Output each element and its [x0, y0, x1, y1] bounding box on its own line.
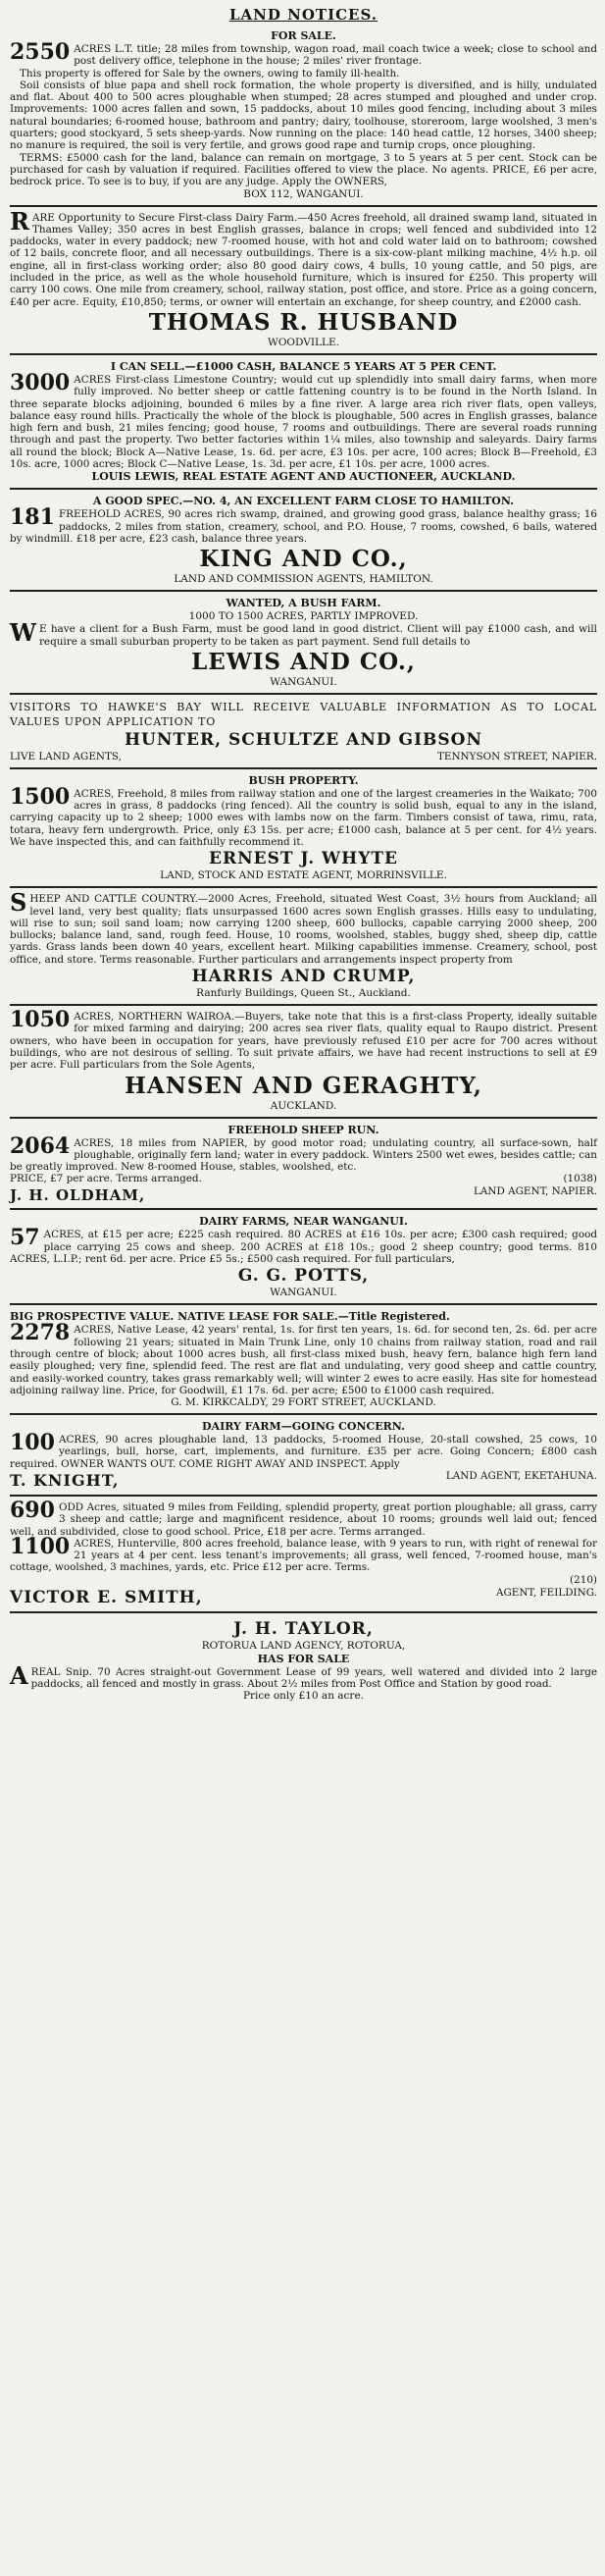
- notice-body: ACRES, at £15 per acre; £225 cash required. 80 ACRES at £16 10s. per acre; £300 cash required; good place carrying 25 cows and sheep. 200 ACRES at £18 10s.; good 2 sheep country; good terms. 810 ACRES, L.I.P.; rent 6d. per acre. Price £5 5s.; £500 cash required. For full particulars,: [10, 1229, 597, 1266]
- notice-dairy-farms-wanganui: [10, 1213, 597, 1305]
- notice-reference: (210): [570, 1573, 597, 1586]
- notice-body: ARE Opportunity to Secure First-class Dairy Farm.—450 Acres freehold, all drained swamp land, situated in Thames Valley; 350 acres in best English grasses, balance in crops; well fenced and subdivided into 12 paddocks, water in every paddock; new 7-roomed house, with hot and cold water laid on to bathroom; cowshed of 12 bails, concrete floor, and all necessary outbuildings. There is a six-cow-plant milking machine, 4½ h.p. oil engine, all in first-class working order; also 80 good dairy cows, 4 bulls, 10 young cattle, and 50 pigs, are included in the price, as well as the whole household furniture, which is insured for £250. This property will carry 100 cows. One mile from creamery, school, railway station, post office, and store. Price as a going concern, £40 per acre. Equity, £10,850; terms, or owner will entertain an exchange, for sheep country, and £2000 cash.: [10, 211, 597, 308]
- page-title: LAND NOTICES.: [229, 6, 378, 24]
- notice-acreage: 2064: [10, 1132, 71, 1159]
- advertiser-name: THOMAS R. HUSBAND: [148, 308, 459, 336]
- notice-body: ACRES, NORTHERN WAIROA.—Buyers, take note that this is a first-class Property, ideally suitable for mixed farming and dairying; 200 acres sea river flats, quality equal to Raupo district. Present owners, who have been in occupation for years, have previously refused £10 per acre for 700 acres without buildings, who are not desirous of selling. To suit private affairs, we have had recent instructions to sell at £9 per acre. Full particulars from the Sole Agents,: [10, 1011, 597, 1072]
- notice-heading: DAIRY FARMS, NEAR WANGANUI.: [199, 1215, 408, 1229]
- notice-heading: DAIRY FARM—GOING CONCERN.: [202, 1420, 405, 1434]
- notice-heading: FOR SALE.: [271, 29, 336, 42]
- notice-dairy-farm-thames-valley: [10, 206, 597, 355]
- notice-heading: WANTED, A BUSH FARM.: [226, 597, 381, 610]
- notice-bush-property: [10, 772, 597, 888]
- advertiser-name: VICTOR E. SMITH,: [10, 1587, 203, 1607]
- advertiser-location: LAND, STOCK AND ESTATE AGENT, MORRINSVILLE.: [160, 869, 447, 882]
- notice-terms: TERMS: £5000 cash for the land, balance can remain on mortgage, 3 to 5 years at 5 per cent. Stock can be purchased for cash by valuation if required. Facilities offered to view the place. No agents. PRICE, £6 per acre, bedrock price. To see is to buy, if you are any judge. Apply the OWNERS,: [10, 151, 597, 188]
- notice-price: Price only £10 an acre.: [242, 1690, 365, 1703]
- advertiser-name: HARRIS AND CRUMP,: [191, 967, 416, 987]
- drop-cap: A: [10, 1660, 28, 1690]
- drop-cap: W: [10, 618, 36, 648]
- advertiser-name: HANSEN AND GERAGHTY,: [125, 1072, 482, 1099]
- advertiser-name: G. M. KIRKCALDY, 29 FORT STREET, AUCKLAND.: [171, 1396, 436, 1409]
- notice-body: ACRES, Hunterville, 800 acres freehold, balance lease, with 9 years to run, with right of renewal for 21 years at 4 per cent. less tenant's improvements; all grass, well fenced, 7-roomed house, man's cottage, woolshed, 3 machines, yards, etc. Price £12 per acre. Terms.: [10, 1537, 597, 1574]
- notice-dairy-farm-going-concern: [10, 1418, 597, 1497]
- notice-reference: (1038): [563, 1173, 597, 1185]
- notice-heading: A GOOD SPEC.—NO. 4, AN EXCELLENT FARM CLOSE TO HAMILTON.: [92, 495, 515, 508]
- notice-sheep-cattle-country: [10, 888, 597, 1006]
- notice-price: PRICE, £7 per acre. Terms arranged.: [10, 1173, 202, 1185]
- notice-contact: BOX 112, WANGANUI.: [243, 187, 364, 200]
- advertiser-location: WOODVILLE.: [268, 336, 339, 348]
- notice-acreage: 3000: [10, 369, 71, 395]
- advertiser-address: TENNYSON STREET, NAPIER.: [436, 750, 597, 762]
- advertiser-location: Ranfurly Buildings, Queen St., Auckland.: [196, 987, 411, 1000]
- notice-body: FREEHOLD ACRES, 90 acres rich swamp, drained, and growing good grass, balance healthy grass; 16 paddocks, 2 miles from station, creamery, school, and P.O. House, 7 rooms, cowshed, 6 bails, watered by windmill. £18 per acre, £23 cash, balance three years.: [10, 508, 597, 545]
- advertiser-location: WANGANUI.: [270, 675, 337, 688]
- notice-heading: BIG PROSPECTIVE VALUE. NATIVE LEASE FOR SALE.—Title Registered.: [10, 1310, 450, 1324]
- notice-subheading: 1000 TO 1500 ACRES, PARTLY IMPROVED.: [188, 610, 419, 623]
- notice-acreage: 1500: [10, 783, 71, 810]
- notice-heading: HAS FOR SALE: [257, 1652, 350, 1665]
- notice-rotorua-land-agency: [10, 1616, 597, 1708]
- notice-body: ACRES L.T. title; 28 miles from township, wagon road, mail coach twice a week; close to school and post delivery office, telephone in the house; 2 miles' river frontage.: [74, 43, 597, 68]
- advertiser-address-row: [10, 751, 597, 763]
- advertiser-name: J. H. OLDHAM,: [10, 1186, 146, 1205]
- advertiser-location: WANGANUI.: [270, 1287, 337, 1299]
- notice-body: This property is offered for Sale by the owners, owing to family ill-health.: [20, 67, 400, 79]
- advertiser-row: [10, 1185, 597, 1204]
- notice-body: ACRES First-class Limestone Country; would cut up splendidly into small dairy farms, when more fully improved. No better sheep or cattle fattening country is to be found in the North Island. In three separate blocks adjoining, bounded 6 miles by a fine river. A large area rich river flats, open valleys, balance easy round hills. Practically the whole of the block is ploughable, 500 acres in English grasses, balance high fern and bush, 21 miles fencing; good house, 7 rooms and outbuildings. There are several roads running through and past the property. Two better factories within 1¼ miles, also township and saleyards. Dairy farms all round the block; Block A—Native Lease, 1s. 6d. per acre, £3 10s. per acre, 100 acres; Block B—Freehold, £3 10s. acre, 1000 acres; Block C—Native Lease, 1s. 3d. per acre, £1 10s. per acre, 1000 acres.: [10, 373, 597, 471]
- notice-acreage: 690: [10, 1498, 55, 1523]
- notice-acreage: 57: [10, 1225, 40, 1251]
- advertiser-row: [10, 1470, 597, 1491]
- notice-body: ACRES, 90 acres ploughable land, 13 paddocks, 5-roomed House, 20-stall cowshed, 25 cows, 10 yearlings, bull, horse, cart, implements, and furniture. £35 per acre. Going Concern; £800 cash required. OWNER WANTS OUT. COME RIGHT AWAY AND INSPECT. Apply: [10, 1434, 597, 1470]
- advertiser-location: AUCKLAND.: [270, 1099, 337, 1112]
- notice-for-sale-2550-acres: [10, 27, 597, 207]
- advertiser-name: HUNTER, SCHULTZE AND GIBSON: [124, 729, 483, 750]
- advertiser-name: G. G. POTTS,: [237, 1266, 370, 1287]
- advertiser-row: [10, 1587, 597, 1607]
- notice-price-row: [10, 1173, 597, 1185]
- advertiser-location: LAND AND COMMISSION AGENTS, HAMILTON.: [174, 573, 433, 586]
- notice-heading: BUSH PROPERTY.: [248, 773, 359, 787]
- notice-body: ACRES, Freehold, 8 miles from railway station and one of the largest creameries in the Waikato; 700 acres in grass, 8 paddocks (ring fenced). All the country is solid bush, equal to any in the island, carrying capacity up to 2 sheep; 1000 ewes with lambs now on the farm. Timbers consist of tawa, rimu, rata, totara, heavy fern undergrowth. Price, only £3 15s. per acre; £1000 cash, balance at 5 per cent. for 4½ years. We have inspected this, and can faithfully recommend it.: [10, 787, 597, 848]
- notice-acreage: 100: [10, 1430, 55, 1456]
- notice-body: VISITORS TO HAWKE'S BAY WILL RECEIVE VALUABLE INFORMATION AS TO LOCAL VALUES UPON APPLICATION TO: [10, 700, 597, 728]
- advertiser-role: LIVE LAND AGENTS,: [10, 750, 122, 762]
- advertiser-name: LOUIS LEWIS, REAL ESTATE AGENT AND AUCTIONEER, AUCKLAND.: [91, 470, 516, 484]
- notice-native-lease: [10, 1308, 597, 1415]
- notice-body: HEEP AND CATTLE COUNTRY.—2000 Acres, Freehold, situated West Coast, 3½ hours from Auckland; all level land, very best quality; flats unsurpassed 1600 acres sown English grasses. Hills easy to undulating, will rise to sun; soil sand loam; now carrying 1200 sheep, 600 bullocks, capable carrying 2000 sheep, 200 bullocks; balance land, sand, rough feed. House, 10 rooms, woolshed, stables, buggy shed, sheep dip, cattle yards. Grass lands been down 40 years, excellent heart. Milking capabilities immense. Creamery, school, post office, and store. Terms reasonable. Further particulars and arrangements inspect property from: [10, 893, 597, 966]
- advertiser-name: T. KNIGHT,: [10, 1471, 120, 1490]
- notice-farm-near-hamilton: [10, 493, 597, 592]
- notice-body: ODD Acres, situated 9 miles from Feilding, splendid property, great portion ploughable; all grass, carry 3 sheep and cattle; large and magnificent residence, about 10 rooms; grounds well laid out; fenced well, and subdivided, close to good school. Price, £18 per acre. Terms arranged.: [10, 1501, 597, 1538]
- notice-acreage: 1050: [10, 1007, 71, 1033]
- advertiser-name: ERNEST J. WHYTE: [209, 849, 398, 869]
- advertiser-location: ROTORUA LAND AGENCY, ROTORUA,: [201, 1639, 406, 1652]
- notice-body: E have a client for a Bush Farm, must be good land in good district. Client will pay £1000 cash, and will require a small suburban property to be taken as part payment. Send full details to: [38, 623, 597, 648]
- notice-wanted-bush-farm: [10, 595, 597, 695]
- notice-heading: I CAN SELL.—£1000 CASH, BALANCE 5 YEARS AT 5 PER CENT.: [110, 359, 497, 373]
- drop-cap: R: [10, 206, 29, 236]
- advertiser-name: KING AND CO.,: [199, 546, 408, 573]
- advertiser-location: LAND AGENT, NAPIER.: [473, 1185, 597, 1198]
- notice-acreage: 181: [10, 504, 55, 531]
- notice-body: ACRES, 18 miles from NAPIER, by good motor road; undulating country, all surface-sown, half ploughable, originally fern land; water in every paddock. Winters 2500 wet ewes, besides cattle; can be greatly improved. New 8-roomed House, stables, woolshed, etc.: [10, 1136, 597, 1174]
- notice-heading: FREEHOLD SHEEP RUN.: [227, 1123, 379, 1136]
- notice-acreage-second: 1100: [10, 1533, 71, 1559]
- notice-acreage: 2550: [10, 39, 71, 65]
- advertiser-name: LEWIS AND CO.,: [191, 648, 416, 675]
- advertiser-location: LAND AGENT, EKETAHUNA.: [445, 1470, 597, 1482]
- notice-reference-row: [10, 1574, 597, 1587]
- notice-freehold-sheep-run: [10, 1122, 597, 1211]
- notice-body: REAL Snip. 70 Acres straight-out Government Lease of 99 years, well watered and divided into 2 large paddocks, all fenced and mostly in grass. About 2½ miles from Post Office and Station by good road.: [30, 1665, 597, 1691]
- notice-body: ACRES, Native Lease, 42 years' rental, 1s. for first ten years, 1s. 6d. for second ten, 2s. 6d. per acre following 21 years; situated in Main Trunk Line, only 10 chains from railway station, road and rail through centre of block; about 1000 acres bush, all first-class mixed bush, heavy fern, balance high fern land easily ploughed; very fine, splendid feed. The rest are flat and undulating, very good sheep and cattle country, and easily-worked country, takes grass remarkably well; will winter 2 ewes to acre easily. Has site for homestead adjoining railway line. Price, for Goodwill, £1 17s. 6d. per acre; £500 to £1000 cash required.: [10, 1324, 597, 1396]
- notice-hawkes-bay-visitors: [10, 698, 597, 769]
- advertiser-location: AGENT, FEILDING.: [495, 1586, 597, 1599]
- drop-cap: S: [10, 888, 27, 918]
- notice-limestone-country: [10, 358, 597, 490]
- notice-body: Soil consists of blue papa and shell rock formation, the whole property is diversified, and is hilly, undulated and flat. About 400 to 500 acres ploughable when stumped; 28 acres stumped and ploughed and under crop. Improvements: 1000 acres fallen and sown, 15 paddocks, about 10 miles good fencing, including about 3 miles natural boundaries; 6-roomed house, bathroom and pantry; dairy, toolhouse, storeroom, large woolshed, 3 men's quarters; good stockyard, 5 sets sheep-yards. Now running on the place: 140 head cattle, 12 horses, 3400 sheep; no manure is required, the soil is very fertile, and grows good rape and turnip crops, once ploughing.: [10, 79, 597, 152]
- notice-northern-wairoa: [10, 1009, 597, 1118]
- notice-acreage: 2278: [10, 1320, 71, 1346]
- notice-feilding-properties: [10, 1499, 597, 1613]
- advertiser-name: J. H. TAYLOR,: [233, 1618, 374, 1639]
